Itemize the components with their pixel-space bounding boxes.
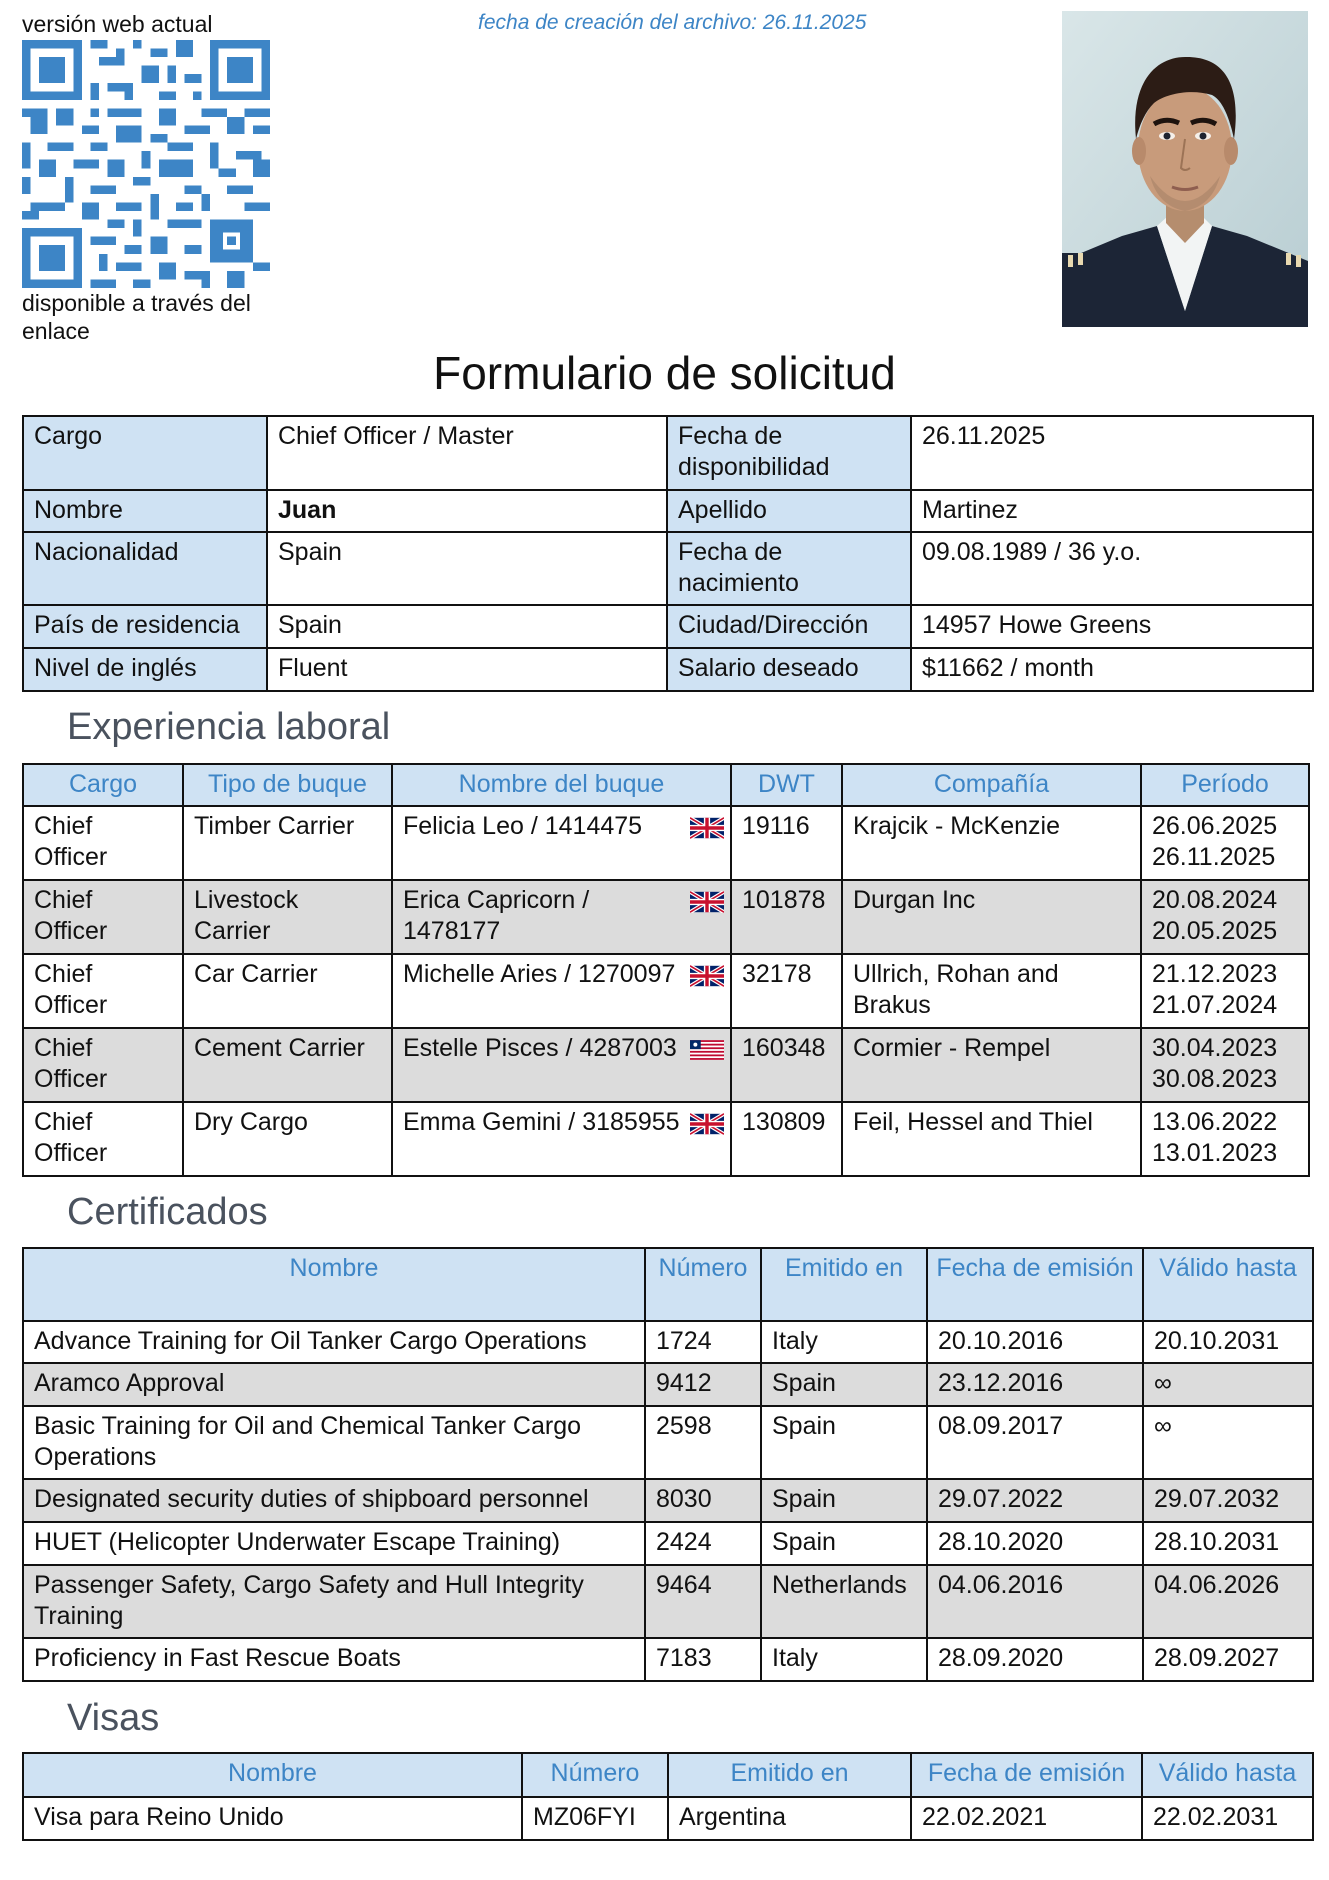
qr-caption-bottom: disponible a través del enlace bbox=[22, 290, 251, 344]
uk-flag-icon bbox=[690, 891, 724, 913]
cert-valid-until: 28.10.2031 bbox=[1143, 1522, 1313, 1565]
last-name-value: Martinez bbox=[911, 490, 1313, 532]
company-cell: Feil, Hessel and Thiel bbox=[842, 1102, 1141, 1176]
dwt-cell: 32178 bbox=[731, 954, 842, 1028]
personal-row bbox=[23, 532, 1313, 605]
personal-row bbox=[23, 648, 1313, 691]
rank-cell: Chief Officer bbox=[23, 880, 183, 954]
vessel-name: Felicia Leo / 1414475 bbox=[403, 812, 643, 840]
cert-issue-date: 20.10.2016 bbox=[927, 1321, 1143, 1363]
column-header: Fecha de emisión bbox=[927, 1248, 1143, 1321]
cert-number: 9464 bbox=[645, 1565, 761, 1638]
personal-info-table bbox=[22, 415, 1314, 692]
rank-cell: Chief Officer bbox=[23, 1102, 183, 1176]
position-value: Chief Officer / Master bbox=[267, 416, 667, 490]
period-cell bbox=[1141, 1028, 1309, 1102]
cert-issue-date: 29.07.2022 bbox=[927, 1479, 1143, 1522]
english-level-value: Fluent bbox=[267, 648, 667, 691]
column-header: Cargo bbox=[23, 764, 183, 806]
cert-name: HUET (Helicopter Underwater Escape Training) bbox=[23, 1522, 645, 1565]
visa-number: MZ06FYI bbox=[522, 1797, 668, 1840]
table-row bbox=[23, 1406, 1313, 1479]
table-row bbox=[23, 1479, 1313, 1522]
cert-issue-date: 28.10.2020 bbox=[927, 1522, 1143, 1565]
field-label: País de residencia bbox=[23, 605, 267, 648]
column-header: Nombre bbox=[23, 1248, 645, 1321]
cert-name: Aramco Approval bbox=[23, 1363, 645, 1406]
vessel-type-cell: Dry Cargo bbox=[183, 1102, 392, 1176]
uk-flag-icon bbox=[690, 817, 724, 839]
table-row bbox=[23, 1363, 1313, 1406]
cert-issue-date: 08.09.2017 bbox=[927, 1406, 1143, 1479]
table-row bbox=[23, 954, 1309, 1028]
field-label: Salario deseado bbox=[667, 648, 911, 691]
column-header: Válido hasta bbox=[1142, 1753, 1313, 1797]
cert-issued-in: Spain bbox=[761, 1406, 927, 1479]
file-creation-date: fecha de creación del archivo: 26.11.2025 bbox=[478, 11, 867, 34]
field-label: Fecha de nacimiento bbox=[667, 532, 911, 605]
table-row bbox=[23, 1522, 1313, 1565]
table-row bbox=[23, 1028, 1309, 1102]
rank-cell: Chief Officer bbox=[23, 954, 183, 1028]
cert-name: Basic Training for Oil and Chemical Tanker Cargo Operations bbox=[23, 1406, 645, 1479]
column-header: Nombre bbox=[23, 1753, 522, 1797]
table-row bbox=[23, 880, 1309, 954]
vessel-name: Erica Capricorn / 1478177 bbox=[403, 886, 590, 945]
period-from: 21.12.2023 bbox=[1152, 960, 1278, 988]
column-header: DWT bbox=[731, 764, 842, 806]
vessel-name: Michelle Aries / 1270097 bbox=[403, 960, 676, 988]
company-cell: Durgan Inc bbox=[842, 880, 1141, 954]
field-label: Apellido bbox=[667, 490, 911, 532]
table-header-row bbox=[23, 1248, 1313, 1321]
column-header: Número bbox=[522, 1753, 668, 1797]
period-from: 13.06.2022 bbox=[1152, 1108, 1278, 1136]
column-header: Válido hasta bbox=[1143, 1248, 1313, 1321]
vessel-type-cell: Car Carrier bbox=[183, 954, 392, 1028]
cert-number: 2598 bbox=[645, 1406, 761, 1479]
column-header: Período bbox=[1141, 764, 1309, 806]
residence-country-value: Spain bbox=[267, 605, 667, 648]
qr-code-icon[interactable] bbox=[22, 40, 270, 288]
dwt-cell: 130809 bbox=[731, 1102, 842, 1176]
certificates-heading: Certificados bbox=[67, 1191, 268, 1233]
table-row bbox=[23, 1321, 1313, 1363]
period-to: 26.11.2025 bbox=[1152, 843, 1276, 871]
column-header: Número bbox=[645, 1248, 761, 1321]
dwt-cell: 19116 bbox=[731, 806, 842, 880]
period-to: 30.08.2023 bbox=[1152, 1065, 1278, 1093]
table-row bbox=[23, 1565, 1313, 1638]
visa-issue-date: 22.02.2021 bbox=[911, 1797, 1142, 1840]
period-cell bbox=[1141, 880, 1309, 954]
birth-date-value: 09.08.1989 / 36 y.o. bbox=[911, 532, 1313, 605]
cert-valid-until: 20.10.2031 bbox=[1143, 1321, 1313, 1363]
table-row bbox=[23, 1797, 1313, 1840]
liberia-flag-icon bbox=[690, 1039, 724, 1061]
cert-valid-until: ∞ bbox=[1143, 1406, 1313, 1479]
cert-name: Designated security duties of shipboard personnel bbox=[23, 1479, 645, 1522]
qr-caption-top: versión web actual bbox=[22, 11, 213, 37]
cert-name: Advance Training for Oil Tanker Cargo Operations bbox=[23, 1321, 645, 1363]
field-label: Cargo bbox=[23, 416, 267, 490]
period-cell bbox=[1141, 1102, 1309, 1176]
first-name-text: Juan bbox=[278, 496, 337, 524]
visa-valid-until: 22.02.2031 bbox=[1142, 1797, 1313, 1840]
company-cell: Cormier - Rempel bbox=[842, 1028, 1141, 1102]
page-title: Formulario de solicitud bbox=[433, 347, 896, 399]
cert-valid-until: 04.06.2026 bbox=[1143, 1565, 1313, 1638]
cert-name: Proficiency in Fast Rescue Boats bbox=[23, 1638, 645, 1681]
vessel-cell bbox=[392, 880, 731, 954]
period-to: 13.01.2023 bbox=[1152, 1139, 1278, 1167]
vessel-type-cell: Timber Carrier bbox=[183, 806, 392, 880]
table-row bbox=[23, 1638, 1313, 1681]
period-from: 20.08.2024 bbox=[1152, 886, 1278, 914]
visa-issued-in: Argentina bbox=[668, 1797, 911, 1840]
column-header: Emitido en bbox=[761, 1248, 927, 1321]
vessel-type-cell: Cement Carrier bbox=[183, 1028, 392, 1102]
personal-row bbox=[23, 605, 1313, 648]
vessel-name: Emma Gemini / 3185955 bbox=[403, 1108, 680, 1136]
nationality-value: Spain bbox=[267, 532, 667, 605]
uk-flag-icon bbox=[690, 1113, 724, 1135]
applicant-photo bbox=[1062, 11, 1308, 327]
company-cell: Ullrich, Rohan and Brakus bbox=[842, 954, 1141, 1028]
vessel-cell bbox=[392, 806, 731, 880]
experience-heading: Experiencia laboral bbox=[67, 706, 391, 748]
visas-heading: Visas bbox=[67, 1697, 160, 1739]
cert-name: Passenger Safety, Cargo Safety and Hull Integrity Training bbox=[23, 1565, 645, 1638]
table-row bbox=[23, 1102, 1309, 1176]
experience-table bbox=[22, 763, 1310, 1177]
cert-valid-until: 28.09.2027 bbox=[1143, 1638, 1313, 1681]
rank-cell: Chief Officer bbox=[23, 1028, 183, 1102]
availability-date-value: 26.11.2025 bbox=[911, 416, 1313, 490]
company-cell: Krajcik - McKenzie bbox=[842, 806, 1141, 880]
uk-flag-icon bbox=[690, 965, 724, 987]
cert-number: 1724 bbox=[645, 1321, 761, 1363]
column-header: Fecha de emisión bbox=[911, 1753, 1142, 1797]
cert-number: 7183 bbox=[645, 1638, 761, 1681]
period-to: 20.05.2025 bbox=[1152, 917, 1278, 945]
cert-issue-date: 23.12.2016 bbox=[927, 1363, 1143, 1406]
vessel-name: Estelle Pisces / 4287003 bbox=[403, 1034, 677, 1062]
cert-number: 8030 bbox=[645, 1479, 761, 1522]
vessel-cell bbox=[392, 1102, 731, 1176]
period-from: 30.04.2023 bbox=[1152, 1034, 1278, 1062]
column-header: Nombre del buque bbox=[392, 764, 731, 806]
field-label: Ciudad/Dirección bbox=[667, 605, 911, 648]
rank-cell: Chief Officer bbox=[23, 806, 183, 880]
first-name-value bbox=[267, 490, 667, 532]
cert-valid-until: ∞ bbox=[1143, 1363, 1313, 1406]
field-label: Nivel de inglés bbox=[23, 648, 267, 691]
vessel-cell bbox=[392, 1028, 731, 1102]
cert-issued-in: Spain bbox=[761, 1479, 927, 1522]
cert-issued-in: Spain bbox=[761, 1363, 927, 1406]
dwt-cell: 101878 bbox=[731, 880, 842, 954]
cert-number: 9412 bbox=[645, 1363, 761, 1406]
period-to: 21.07.2024 bbox=[1152, 991, 1278, 1019]
table-header-row bbox=[23, 764, 1309, 806]
personal-row bbox=[23, 416, 1313, 490]
field-label: Nombre bbox=[23, 490, 267, 532]
period-from: 26.06.2025 bbox=[1152, 812, 1278, 840]
cert-issued-in: Italy bbox=[761, 1321, 927, 1363]
field-label: Nacionalidad bbox=[23, 532, 267, 605]
cert-issue-date: 04.06.2016 bbox=[927, 1565, 1143, 1638]
certificates-table bbox=[22, 1247, 1314, 1682]
field-label: Fecha de disponibilidad bbox=[667, 416, 911, 490]
period-cell bbox=[1141, 806, 1309, 880]
table-row bbox=[23, 806, 1309, 880]
address-value: 14957 Howe Greens bbox=[911, 605, 1313, 648]
vessel-type-cell: Livestock Carrier bbox=[183, 880, 392, 954]
desired-salary-value: $11662 / month bbox=[911, 648, 1313, 691]
personal-row bbox=[23, 490, 1313, 532]
column-header: Emitido en bbox=[668, 1753, 911, 1797]
cert-issued-in: Italy bbox=[761, 1638, 927, 1681]
vessel-cell bbox=[392, 954, 731, 1028]
visas-table bbox=[22, 1752, 1314, 1841]
visa-name: Visa para Reino Unido bbox=[23, 1797, 522, 1840]
cert-issued-in: Netherlands bbox=[761, 1565, 927, 1638]
cert-issue-date: 28.09.2020 bbox=[927, 1638, 1143, 1681]
column-header: Tipo de buque bbox=[183, 764, 392, 806]
cert-number: 2424 bbox=[645, 1522, 761, 1565]
table-header-row bbox=[23, 1753, 1313, 1797]
cert-issued-in: Spain bbox=[761, 1522, 927, 1565]
cert-valid-until: 29.07.2032 bbox=[1143, 1479, 1313, 1522]
dwt-cell: 160348 bbox=[731, 1028, 842, 1102]
column-header: Compañía bbox=[842, 764, 1141, 806]
period-cell bbox=[1141, 954, 1309, 1028]
